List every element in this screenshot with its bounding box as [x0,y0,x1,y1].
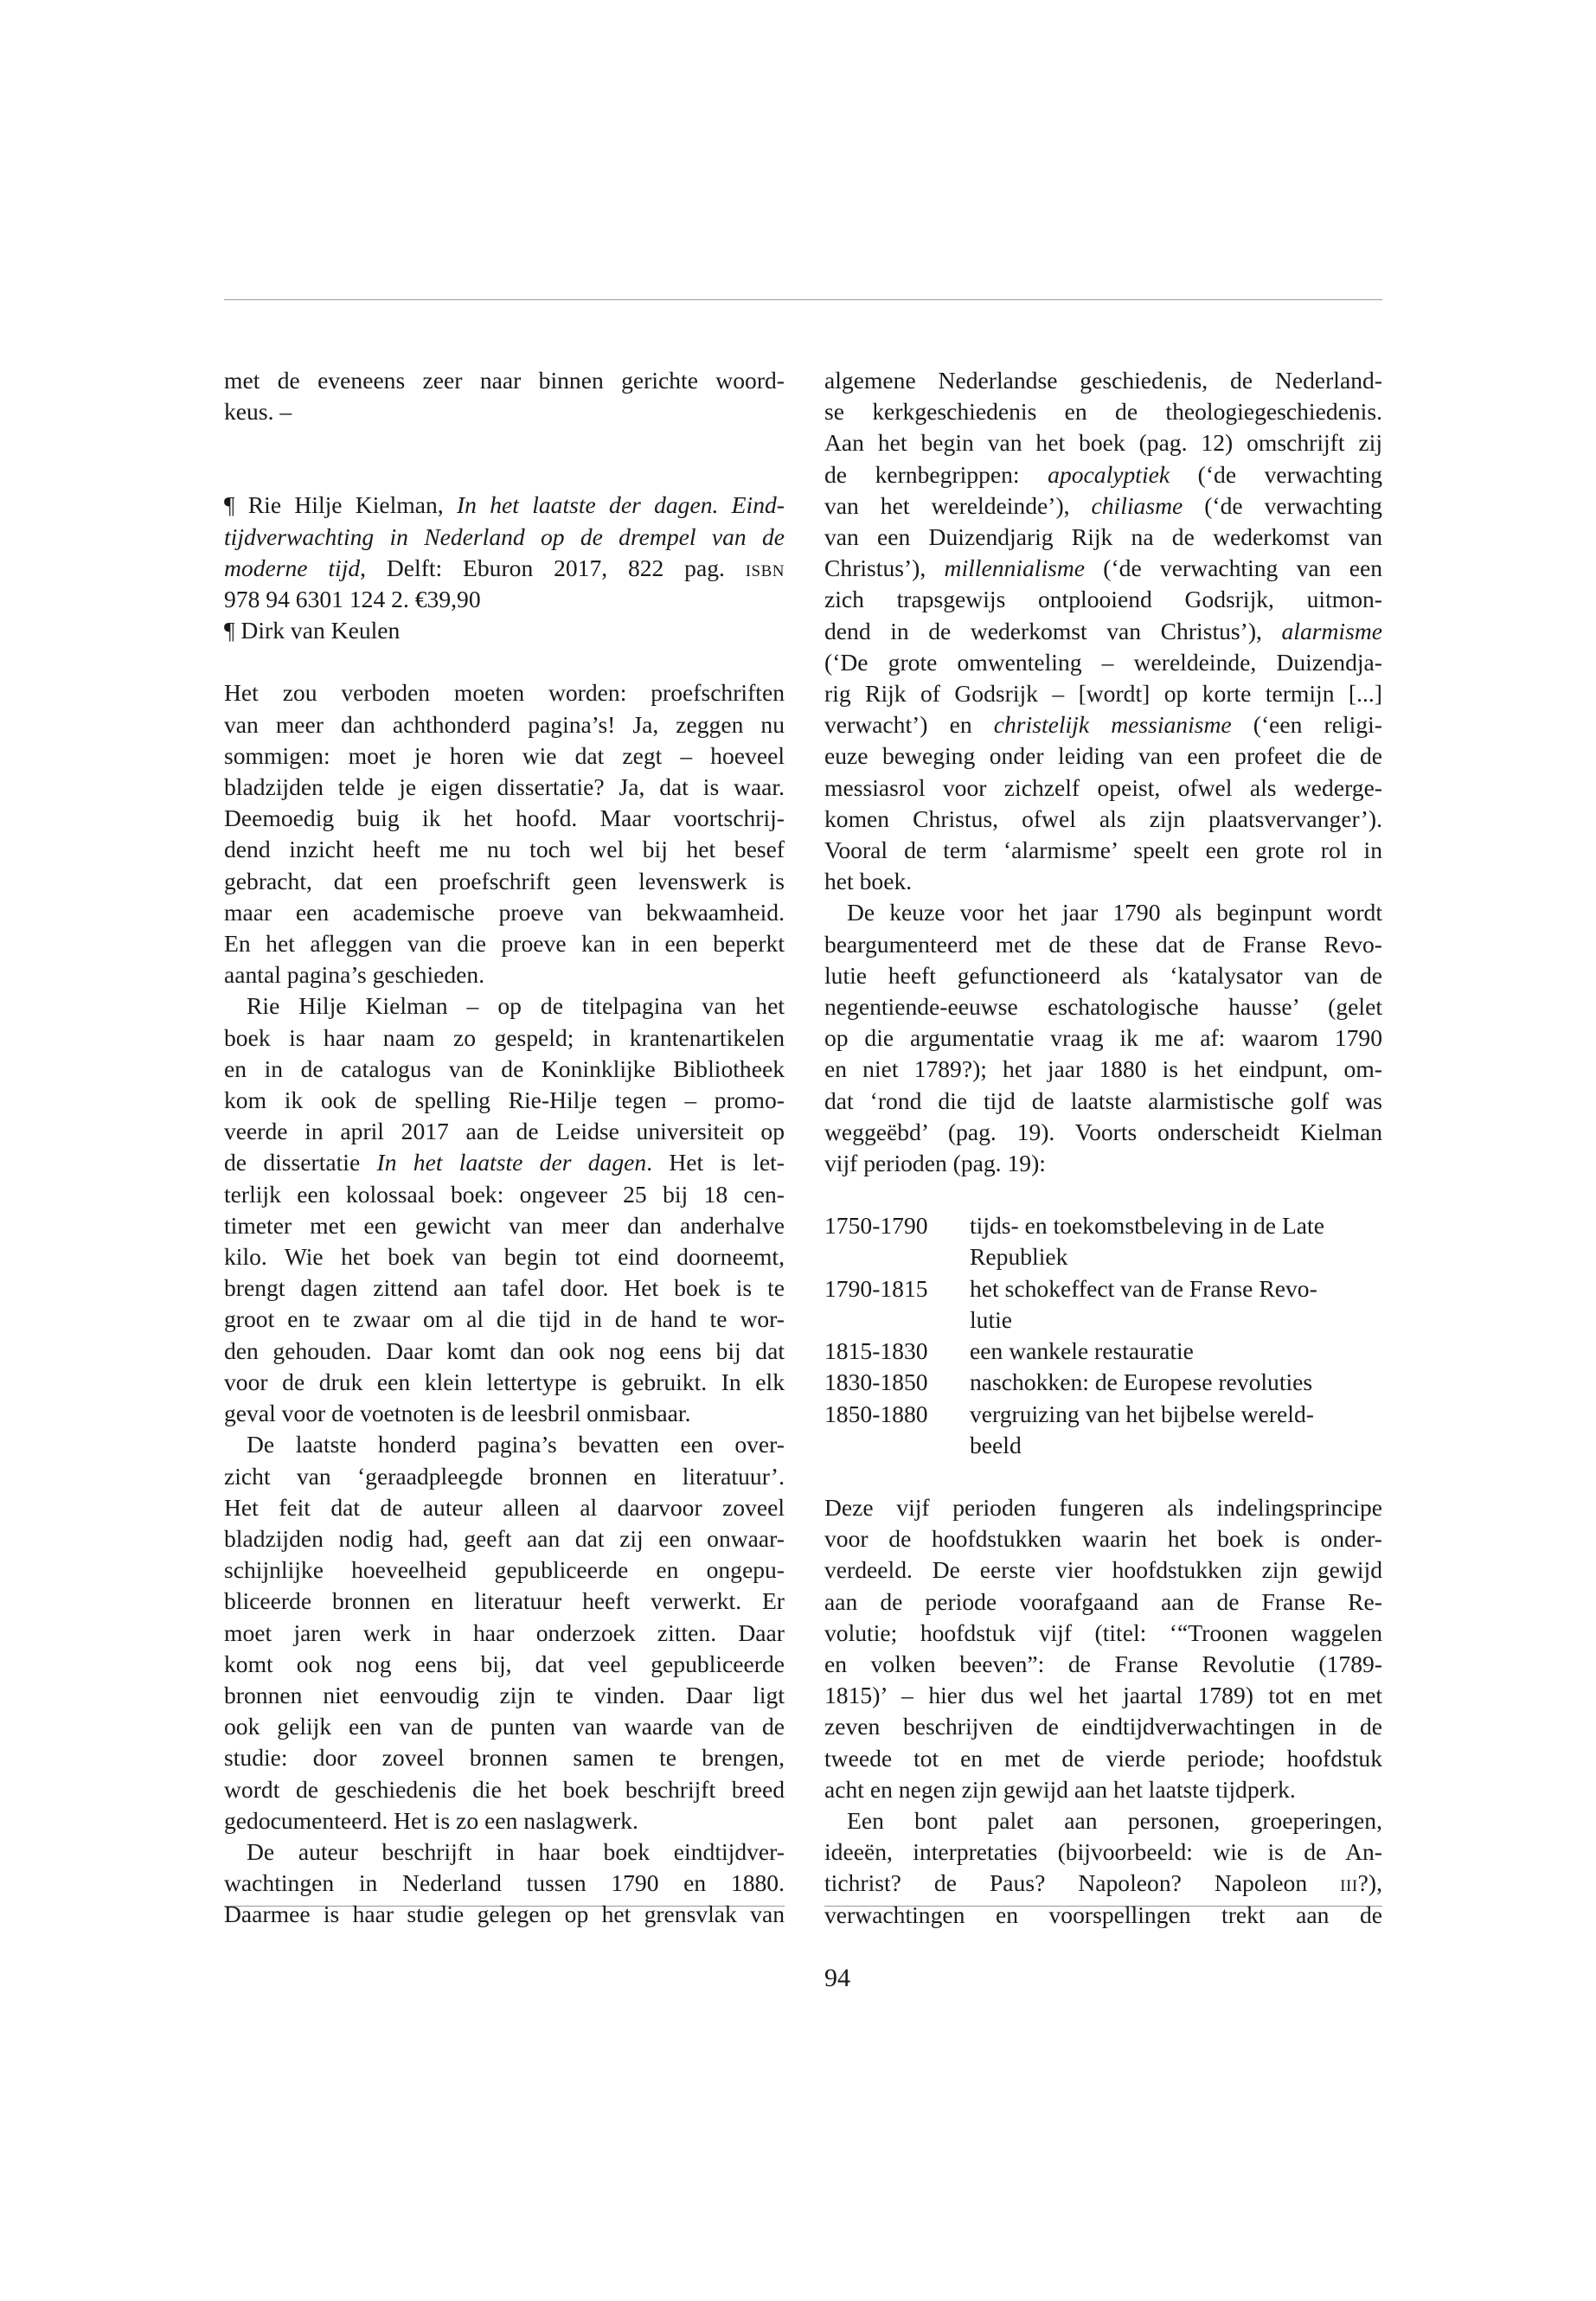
term-chiliasme: chiliasme [1091,491,1183,519]
roman-numeral: iii [1340,1869,1358,1897]
term-christelijk-messianisme: christelijk messianisme [993,711,1232,739]
pilcrow-mark: ¶ [224,491,235,519]
paragraph-4: De auteur beschrijft in haar boek eindtijdver- wachtingen in Nederland tussen 1790 en 1880. Daarmee is haar studie gelegen op het grensvlak van [224,1837,785,1928]
term-apocalyptiek: apocalyptiek [1048,460,1170,488]
term-millennialisme: millennialisme [944,554,1086,582]
paragraph-5: algemene Nederlandse geschiedenis, de Nederland- se kerkgeschiedenis en de theologiegeschiedenis. Aan het begin van het boek (pag. 12) omschrijft zij de kernbegrippen: apocalyptiek (‘de verwachting van het wereldeinde’), chiliasme (‘de verwachting van een Duizendjarig Rijk na de wederkomst van Christus’), millennialisme (‘de verwachting van een zich trapsgewijs ontplooiend Godsrijk, uitmon- dend in de wederkomst van Christus’), alarmisme (‘De grote omwenteling – wereldeinde, Duizendja- rig Rijk of Godsrijk – [wordt] op korte termijn [...] verwacht’) en christelijk messianisme (‘een religi- euze beweging onder leiding van een profeet die de messiasrol voor zichzelf opeist, ofwel als wederge- komen Christus, ofwel als zijn plaatsvervanger’). Vooral de term ‘alarmisme’ speelt een grote rol in het boek. [824,367,1382,895]
opening-fragment: met de eveneens zeer naar binnen gerichte woord- keus. – [224,367,785,426]
reviewer-name: Dirk van Keulen [240,617,401,644]
period-row: 1850-1880 vergruizing van het bijbelse wereld- beeld [824,1400,1314,1458]
periods-list [824,1210,1324,1461]
isbn-label: isbn [745,554,785,581]
paragraph-6: De keuze voor het jaar 1790 als beginpunt wordt beargumenteerd met de these dat de Franse Revo- lutie heeft gefunctioneerd als ‘katalysator van de negentiende-eeuwse eschatologische hausse’ (gelet op die argumentatie vraag ik me af: waarom 1790 en niet 1789?); het jaar 1880 is het eindpunt, om- dat ‘rond die tijd de laatste alarmistische golf was weggeëbd’ (pag. 19). Voorts onderscheidt Kielman vijf perioden (pag. 19): [824,899,1382,1177]
citation-author: Rie Hilje Kielman, [247,491,444,519]
citation-title: In het laatste der dagen. Eind- [456,491,785,519]
paragraph-8: Een bont palet aan personen, groeperingen, ideeën, interpretaties (bijvoorbeeld: wie is de An- tichrist? de Paus? Napoleon? Napoleon iii?), verwachtingen en voorspellingen trekt aan de [824,1806,1382,1928]
paragraph-7: Deze vijf perioden fungeren als indelingsprincipe voor de hoofdstukken waarin het boek is onder- verdeeld. De eerste vier hoofdstukken zijn gewijd aan de periode voorafgaand aan de Franse Re- volutie; hoofdstuk vijf (titel: ‘“Troonen waggelen en volken beeven”: de Franse Revolutie (1789- 1815)’ – hier dus wel het jaartal 1789) tot en met zeven beschrijven de eindtijdverwachtingen in de tweede tot en met de vierde periode; hoofdstuk acht en negen zijn gewijd aan het laatste tijdperk. [824,1493,1382,1803]
top-rule [224,299,1382,300]
page-number: 94 [824,1964,850,1992]
paragraph-3: De laatste honderd pagina’s bevatten een over- zicht van ‘geraadpleegde bronnen en literatuur’. Het feit dat de auteur alleen al daarvoor zoveel bladzijden nodig had, geeft aan dat zij een onwaar- schijnlijke hoeveelheid gepubliceerde en ongepu- bliceerde bronnen en literatuur heeft verwerkt. Er moet jaren werk in haar onderzoek zitten. Daar komt ook nog eens bij, dat veel gepubliceerde bronnen niet eenvoudig zijn te vinden. Daar ligt ook gelijk een van de punten van waarde van de studie: door zoveel bronnen samen te brengen, wordt de geschiedenis die het boek beschrijft breed gedocumenteerd. Het is zo een naslagwerk. [224,1431,785,1834]
paragraph-2: Rie Hilje Kielman – op de titelpagina van het boek is haar naam zo gespeld; in krantenartikelen en in de catalogus van de Koninklijke Bibliotheek kom ik ook de spelling Rie-Hilje tegen – promo- veerde in april 2017 aan de Leidse universiteit op de dissertatie In het laatste der dagen. Het is let- terlijk een kolossaal boek: ongeveer 25 bij 18 cen- timeter met een gewicht van meer dan anderhalve kilo. Wie het boek van begin tot eind doorneemt, brengt dagen zittend aan tafel door. Het boek is te groot en te zwaar om al die tijd in de hand te wor- den gehouden. Daar komt dan ook nog eens bij dat voor de druk een klein lettertype is gebruikt. In elk geval voor de voetnoten is de leesbril onmisbaar. [224,992,785,1427]
dissertation-title: In het laatste der dagen [376,1149,647,1176]
right-column [824,365,1382,1931]
paragraph-1: Het zou verboden moeten worden: proefschriften van meer dan achthonderd pagina’s! Ja, zeggen nu sommigen: moet je horen wie dat zegt – hoeveel bladzijden telde je eigen dissertatie? Ja, dat is waar. Deemoedig buig ik het hoofd. Maar voortschrij- dend inzicht heeft me nu toch wel bij het besef gebracht, dat een proefschrift geen levenswerk is maar een academische proeve van bekwaamheid. En het afleggen van die proeve kan in een beperkt aantal pagina’s geschieden. [224,679,785,989]
isbn-and-price: 978 94 6301 124 2. €39,90 [224,586,481,613]
period-row: 1750-1790 tijds- en toekomstbeleving in de Late Republiek [824,1212,1324,1271]
term-alarmisme: alarmisme [1281,617,1382,644]
period-row: 1790-1815 het schokeffect van de Franse Revo- lutie [824,1274,1317,1333]
left-column [224,365,785,1931]
period-row: 1815-1830 een wankele restauratie [824,1337,1194,1365]
book-citation: ¶ Rie Hilje Kielman, In het laatste der dagen. Eind- tijdverwachting in Nederland op de drempel van de moderne tijd, Delft: Eburon 2017, 822 pag. isbn 978 94 6301 124 2. €39,90 ¶ Dirk van Keulen [224,491,785,644]
period-row: 1830-1850 naschokken: de Europese revoluties [824,1368,1313,1396]
